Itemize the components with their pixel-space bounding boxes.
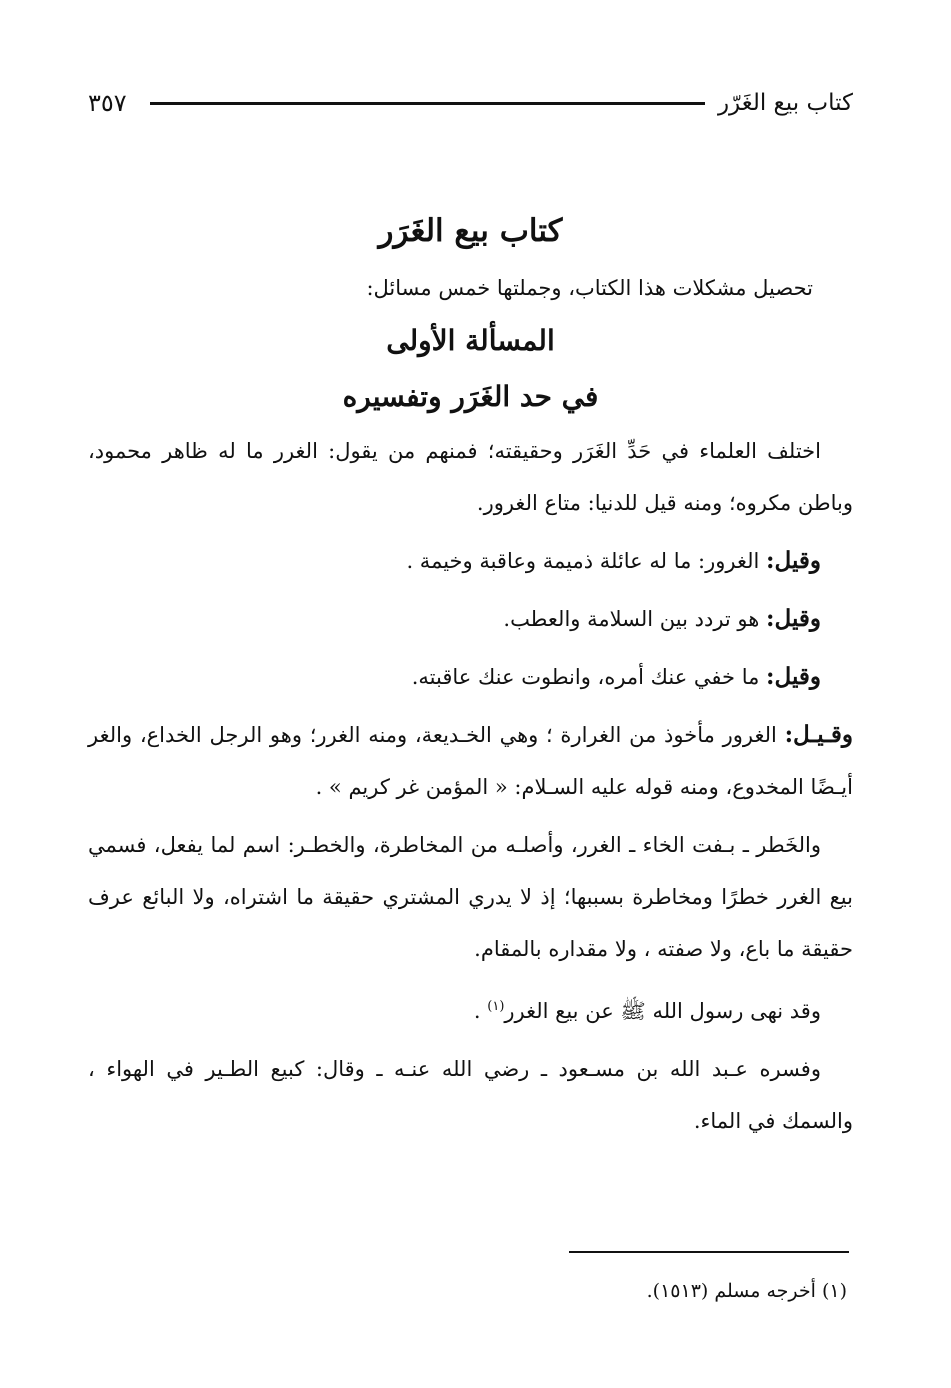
paragraph-qila-3 xyxy=(88,651,853,703)
qila-label: وقيل: xyxy=(766,663,821,690)
paragraph-khatar: والخَطر ـ بـفت الخاء ـ الغرر، وأصلـه من المخاطرة، والخطـر: اسم لما يفعل، فسمي بيع الغرر خطرًا ومخاطرة بسببها؛ إذ لا يدري المشتري حقيقة ما اشتراه، ولا البائع عرف حقيقة ما باع، ولا صفته ، ولا مقداره بالمقام. xyxy=(88,833,853,961)
paragraph-definition: اختلف العلماء في حَدِّ الغَرَر وحقيقته؛ فمنهم من يقول: الغرر ما له ظاهر محمود، وباطن مكروه؛ ومنه قيل للدنيا: متاع الغرور. xyxy=(88,439,853,515)
qila-label: وقـيـل: xyxy=(784,721,853,748)
qila-text: ما خفي عنك أمره، وانطوت عنك عاقبته. xyxy=(411,665,760,689)
prohibition-text: وقد نهى رسول الله ﷺ عن بيع الغرر xyxy=(504,999,821,1023)
book-title: كتاب بيع الغَرَر xyxy=(378,213,563,249)
qila-text: هو تردد بين السلامة والعطب. xyxy=(503,607,760,631)
paragraph-qila-2 xyxy=(88,593,853,645)
section-title: المسألة الأولى xyxy=(386,324,555,357)
running-header xyxy=(88,86,853,120)
intro-line: تحصيل مشكلات هذا الكتاب، وجملتها خمس مسائل: xyxy=(366,276,813,300)
paragraph-prohibition xyxy=(88,981,853,1037)
qila-text: الغرور: ما له عائلة ذميمة وعاقبة وخيمة . xyxy=(406,549,760,573)
paragraph-qila-1 xyxy=(88,535,853,587)
prohibition-end: . xyxy=(473,999,488,1023)
header-rule xyxy=(150,102,705,105)
page-number: ٣٥٧ xyxy=(88,89,127,117)
paragraph-qila-4 xyxy=(88,709,853,813)
footnote-rule xyxy=(569,1251,849,1253)
qila-text: الغرور مأخوذ من الغرارة ؛ وهي الخـديعة، ومنه الغرر؛ وهو الرجل الخداع، والغر أيـضًا المخدوع، ومنه قوله عليه السـلام: « المؤمن غر كريم » . xyxy=(88,723,853,799)
footnote: (١) أخرجه مسلم (١٥١٣). xyxy=(646,1280,847,1302)
running-title: كتاب بيع الغَرّر xyxy=(717,90,853,116)
section-subtitle: في حد الغَرَر وتفسيره xyxy=(342,380,599,413)
footnote-marker: (١) xyxy=(487,999,505,1014)
paragraph-ibn-masud: وفسره عـبد الله بن مسـعود ـ رضي الله عنـه ـ وقال: كبيع الطـير في الهواء ، والسمك في الماء. xyxy=(88,1057,853,1133)
main-text xyxy=(88,205,853,1153)
qila-label: وقيل: xyxy=(766,605,821,632)
qila-label: وقيل: xyxy=(766,547,821,574)
